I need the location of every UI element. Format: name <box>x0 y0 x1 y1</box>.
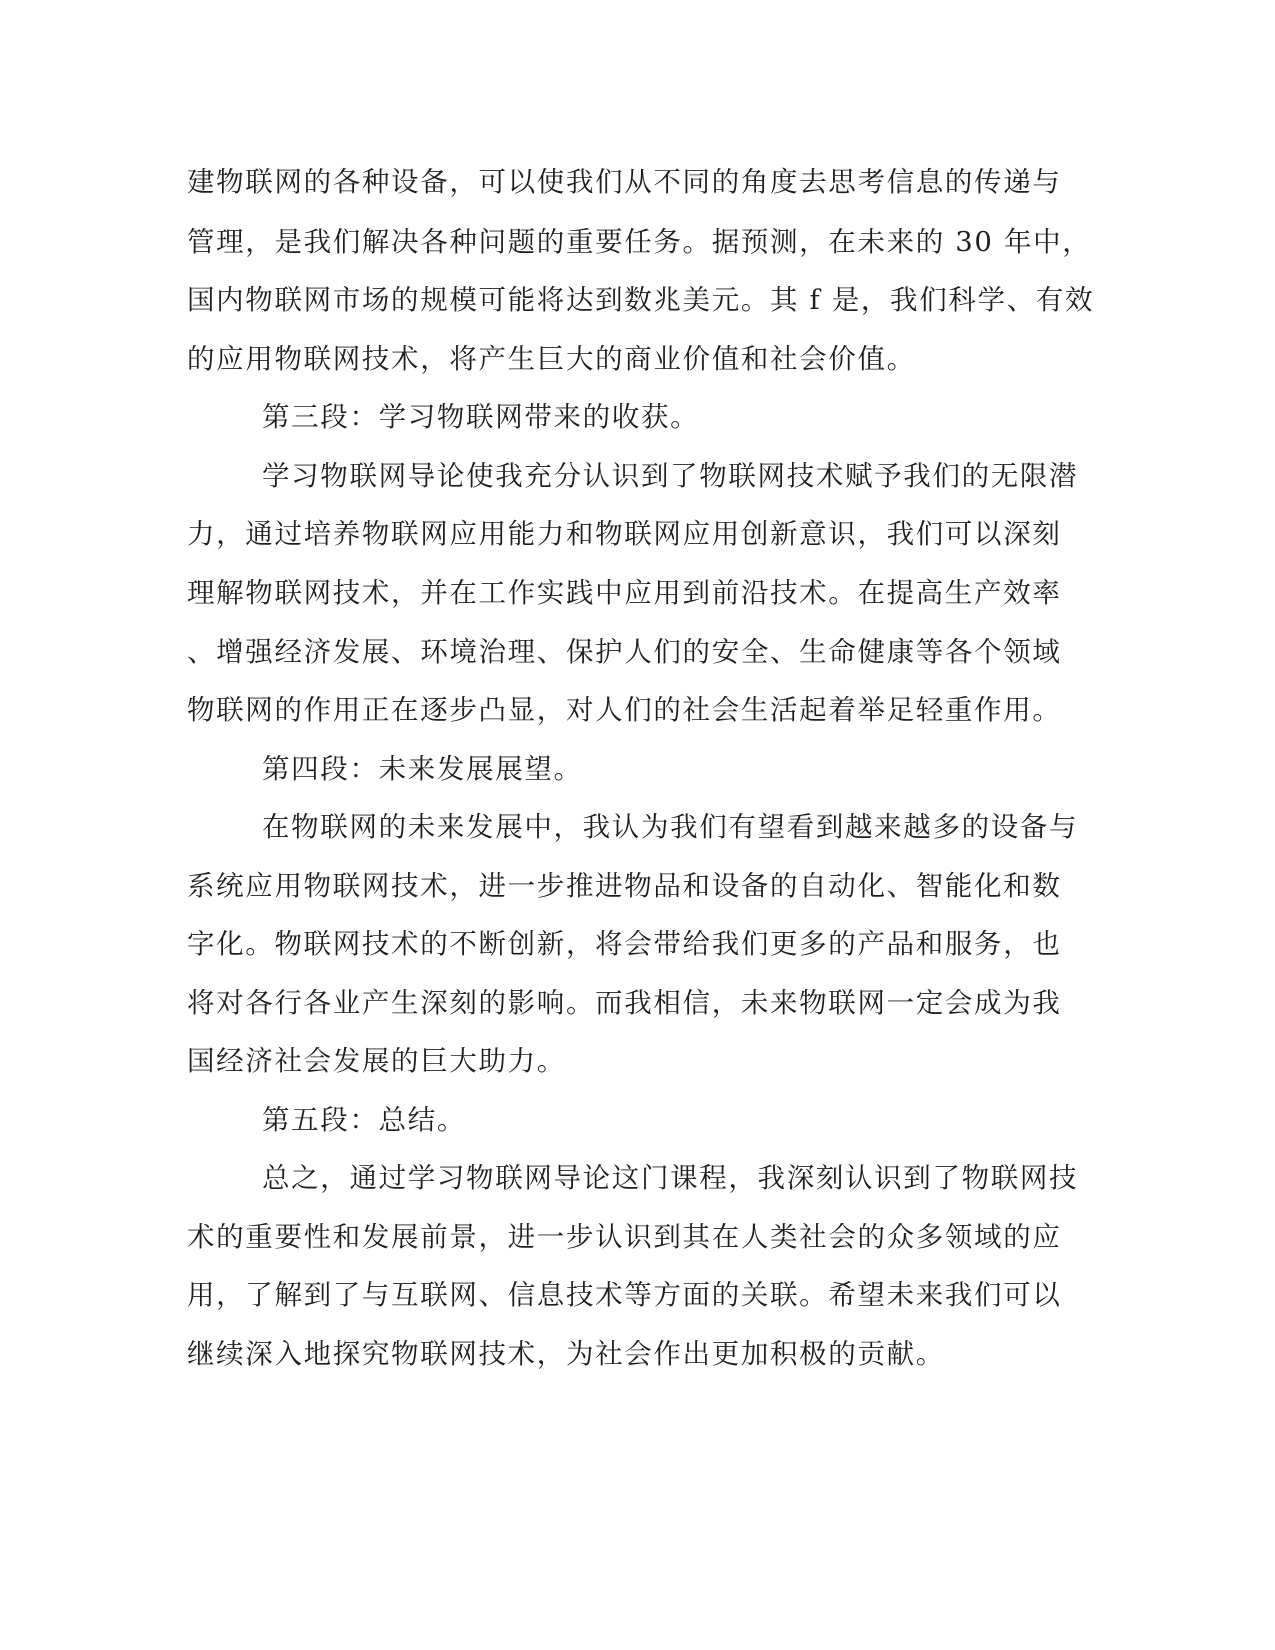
paragraph-line: 国内物联网市场的规模可能将达到数兆美元。其 f 是，我们科学、有效 <box>187 284 1095 316</box>
paragraph-line: 的应用物联网技术，将产生巨大的商业价值和社会价值。 <box>187 343 916 375</box>
paragraph-line: 理解物联网技术，并在工作实践中应用到前沿技术。在提高生产效率 <box>187 577 1062 609</box>
paragraph-line: 字化。物联网技术的不断创新，将会带给我们更多的产品和服务，也 <box>187 928 1062 960</box>
paragraph-line: 将对各行各业产生深刻的影响。而我相信，未来物联网一定会成为我 <box>187 987 1062 1019</box>
paragraph-line: 术的重要性和发展前景，进一步认识到其在人类社会的众多领域的应 <box>187 1221 1062 1253</box>
paragraph-line: 物联网的作用正在逐步凸显，对人们的社会生活起着举足轻重作用。 <box>187 694 1062 726</box>
section-heading: 第四段：未来发展展望。 <box>262 753 583 785</box>
section-heading: 第三段：学习物联网带来的收获。 <box>262 401 700 433</box>
paragraph-line: 在物联网的未来发展中，我认为我们有望看到越来越多的设备与 <box>262 811 1079 843</box>
paragraph-line: 、增强经济发展、环境治理、保护人们的安全、生命健康等各个领域 <box>187 636 1062 668</box>
paragraph-line: 国经济社会发展的巨大助力。 <box>187 1045 566 1077</box>
paragraph-line: 力，通过培养物联网应用能力和物联网应用创新意识，我们可以深刻 <box>187 518 1062 550</box>
paragraph-line: 系统应用物联网技术，进一步推进物品和设备的自动化、智能化和数 <box>187 870 1062 902</box>
paragraph-line: 管理，是我们解决各种问题的重要任务。据预测，在未来的 30 年中， <box>187 226 1092 258</box>
paragraph-line: 继续深入地探究物联网技术，为社会作出更加积极的贡献。 <box>187 1338 945 1370</box>
paragraph-line: 建物联网的各种设备，可以使我们从不同的角度去思考信息的传递与 <box>187 166 1062 198</box>
paragraph-line: 用，了解到了与互联网、信息技术等方面的关联。希望未来我们可以 <box>187 1279 1062 1311</box>
paragraph-line: 总之，通过学习物联网导论这门课程，我深刻认识到了物联网技 <box>262 1162 1079 1194</box>
paragraph-line: 学习物联网导论使我充分认识到了物联网技术赋予我们的无限潜 <box>262 460 1079 492</box>
section-heading: 第五段：总结。 <box>262 1104 467 1136</box>
